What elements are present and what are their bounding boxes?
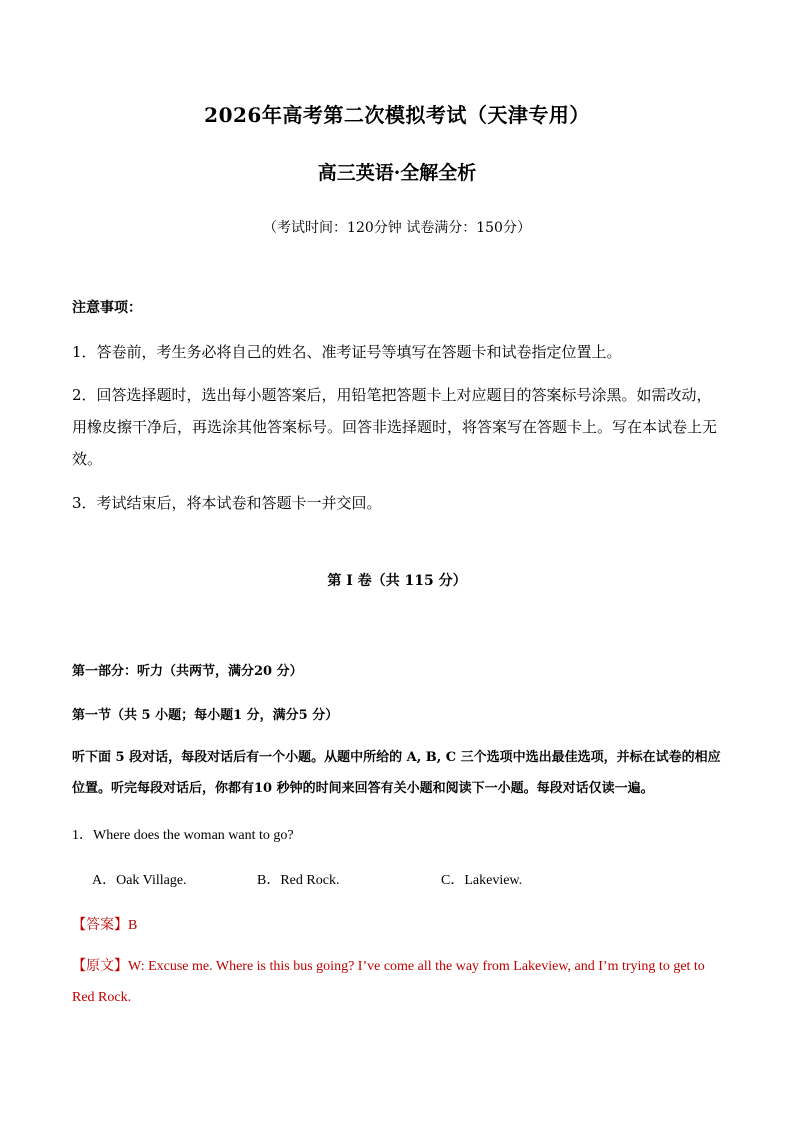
notice-item-2: 2．回答选择题时，选出每小题答案后，用铅笔把答题卡上对应题目的答案标号涂黑。如需改动，用橡皮擦干净后，再选涂其他答案标号。回答非选择题时，将答案写在答题卡上。写在本试卷上无效。 [72,386,718,468]
option-a: A．Oak Village. [92,873,187,888]
part-heading: 第一部分：听力（共两节，满分20 分） [72,664,303,679]
notice-item-1: 1．答卷前，考生务必将自己的姓名、准考证号等填写在答题卡和试卷指定位置上。 [72,343,622,361]
question-stem: 1．Where does the woman want to go? [72,828,294,843]
page-subtitle: 高三英语·全解全析 [317,162,477,184]
answer-value: B [128,918,138,933]
transcript-label: 【原文】 [72,958,128,974]
notice-heading: 注意事项： [72,300,142,316]
answer-line [72,914,137,934]
subsection-heading: 第一节（共 5 小题；每小题1 分，满分5 分） [72,708,339,723]
volume-heading: 第 Ⅰ 卷（共 115 分） [327,573,467,589]
notice-item-3: 3．考试结束后，将本试卷和答题卡一并交回。 [72,494,382,512]
exam-info: （考试时间：120分钟 试卷满分：150分） [263,220,531,236]
transcript-block [72,951,724,1013]
page-title: 2026年高考第二次模拟考试（天津专用） [204,103,590,127]
option-b: B．Red Rock. [257,873,340,888]
transcript-text: W: Excuse me. Where is this bus going? I’ve come all the way from Lakeview, and I’m trying to get to Red Rock. [72,959,705,1005]
listening-directions: 听下面 5 段对话，每段对话后有一个小题。从题中所给的 A, B, C 三个选项中选出最佳选项，并标在试卷的相应位置。听完每段对话后，你都有10 秒钟的时间来回答有关小题和阅读下一小题。每段对话仅读一遍。 [72,750,721,796]
option-c: C．Lakeview. [441,873,523,888]
answer-label: 【答案】 [72,917,128,933]
